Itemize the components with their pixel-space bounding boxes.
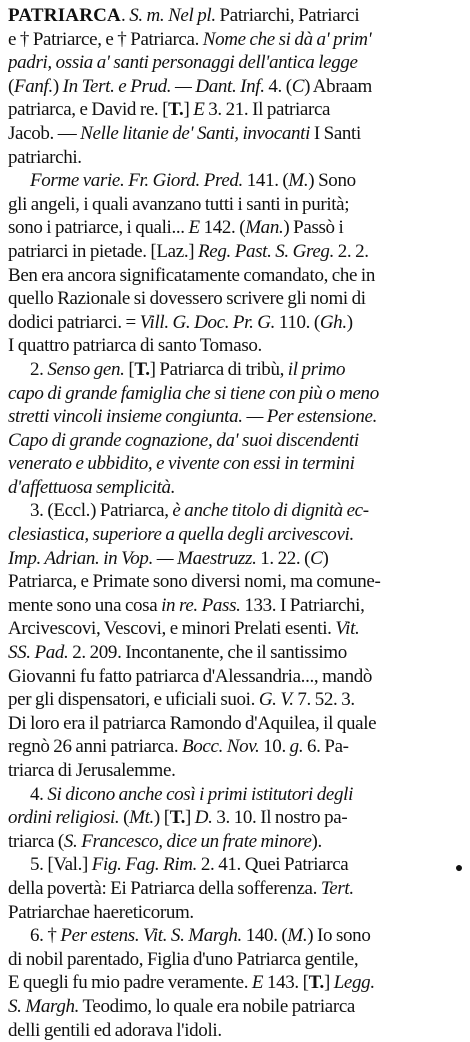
entry-line [8,806,464,830]
text-segment: di nobil parentado, Figlia d'uno Patriarca gentile, [8,948,359,970]
entry-line [8,28,464,52]
italic-text: g. [289,736,304,758]
text-segment: 2. [30,358,48,380]
italic-text: capo di grande famiglia che si tiene con più o meno [8,382,379,404]
entry-line [8,735,464,759]
text-segment: Jacob. — [8,122,81,144]
text-segment: 6. Pa- [303,736,349,758]
text-segment: ] [185,807,195,829]
entry-line [8,264,464,288]
text-segment: triarca di Jerusalemme. [8,760,176,781]
text-segment: ) Io sono [307,925,371,947]
entry-line [8,216,464,240]
text-segment: gli angeli, i quali avanzano tutti i santi in purità; [8,193,350,215]
entry-line [8,901,464,925]
entry-line [8,358,464,382]
italic-text: S. Francesco, dice un frate minore [63,830,312,852]
bold-text: T. [169,807,186,829]
text-segment: 3. 21. Il patriarca [204,99,331,121]
text-segment: Patriarchi, Patriarci [215,5,360,26]
italic-text: Nome che si dà a' prim' [202,28,372,50]
italic-text: Gh. [319,311,347,333]
italic-text: Legg. [333,972,375,994]
italic-text: Mt. [129,807,154,829]
bullet-mark: ● [454,861,463,876]
text-segment: Patriarchae haereticorum. [8,901,194,923]
text-segment: 110. ( [275,311,320,333]
text-segment: 141. ( [242,170,289,192]
text-segment: E quegli fu mio padre veramente. [8,972,252,994]
text-segment: dodici patriarci. = [8,311,140,333]
text-segment: 3. 10. Il nostro pa- [212,807,348,829]
text-segment: Di loro era il patriarca Ramondo d'Aquilea, il quale [8,712,377,734]
entry-line [8,547,464,571]
text-segment: . [120,5,130,26]
entry-line [8,617,464,641]
entry-line [8,783,464,807]
italic-text: stretti vincoli insieme congiunta. — Per estensione. [8,406,378,428]
text-segment: della povertà: Ei Patriarca della sofferenza. [8,877,321,899]
dictionary-entry-patriarca [8,4,464,1042]
text-segment: 140. ( [241,925,288,947]
text-segment: ) [ [153,807,170,829]
text-segment: ) [346,311,353,333]
italic-text: d'affettuosa semplicità. [8,476,176,498]
italic-text: E [251,972,264,994]
italic-text: Forme varie. Fr. Giord. Pred. [30,170,243,192]
italic-text: G. V. [258,689,294,711]
headword: PATRIARCA [8,5,121,26]
entry-line [8,452,464,476]
italic-text: in re. Pass. [161,594,241,616]
text-segment: ] [183,99,194,121]
text-segment: sono i patriarce, i quali... [8,217,189,239]
italic-text: Man. [245,217,284,239]
entry-line [8,688,464,712]
text-segment: 133. I Patriarchi, [240,594,365,616]
entry-line [8,476,464,500]
italic-text: S. m. Nel pl. [129,5,216,26]
entry-line [8,877,464,901]
entry-line [8,240,464,264]
italic-text: In Tert. e Prud. — Dant. Inf. [62,75,265,97]
entry-line [8,594,464,618]
text-segment: Teodimo, lo quale era nobile patriarca [79,995,356,1017]
text-segment: 7. 52. 3. [293,689,355,711]
italic-text: E [193,99,205,121]
entry-line [8,665,464,689]
text-segment: 2. 2. [333,240,369,262]
italic-text: padri, ossia a' santi personaggi dell'antica legge [8,52,358,74]
italic-text: Vit. [335,618,360,640]
bold-text: T. [168,99,184,121]
entry-line [8,146,464,170]
entry-line [8,169,464,193]
text-segment: ). [311,830,322,852]
bold-text: T. [308,972,324,994]
text-segment: I quattro patriarca di santo Tomaso. [8,335,262,357]
entry-line [8,853,464,877]
text-segment: Ben era ancora significatamente comandato, che in [8,264,375,286]
italic-text: Nelle litanie de' Santi, invocanti [80,122,311,144]
entry-line [8,311,464,335]
text-segment: e † Patriarce, e † Patriarca. [8,28,203,50]
entry-line [8,4,464,28]
italic-text: venerato e ubbidito, e vivente con essi in termini [8,453,355,475]
text-segment: ) [322,547,329,569]
text-segment: ) Abraam [304,75,372,97]
text-segment: 4. [30,783,48,805]
text-segment: regnò 26 anni patriarca. [8,736,183,758]
italic-text: ordini religiosi. [8,807,120,829]
italic-text: Fig. Fag. Rim. [91,854,198,876]
entry-line [8,75,464,99]
entry-line [8,995,464,1019]
italic-text: Si dicono anche così i primi istitutori degli [47,783,354,805]
entry-line [8,523,464,547]
text-segment: 6. † [30,925,61,947]
italic-text: Vill. G. Doc. Pr. G. [139,311,276,333]
italic-text: E [188,217,200,239]
entry-line [8,429,464,453]
text-segment: patriarchi. [8,146,82,168]
entry-line [8,759,464,783]
text-segment: ) Passò i [283,217,344,239]
italic-text: S. Margh. [8,995,80,1017]
text-segment: delli gentili ed adorava l'idoli. [8,1019,222,1041]
entry-line [8,570,464,594]
text-segment: 2. 41. Quei Patriarca [197,854,349,876]
italic-text: C [291,75,305,97]
bold-text: T. [134,358,150,380]
italic-text: Senso gen. [47,358,125,380]
entry-line [8,122,464,146]
text-segment: mente sono una cosa [8,594,162,616]
italic-text: è anche titolo di dignità ec- [172,500,369,522]
text-segment: per gli dispensatori, e uficiali suoi. [8,689,259,711]
text-segment: ) [52,75,63,97]
text-segment: quello Razionale si dovessero scrivere gli nomi di [8,288,366,310]
entry-line [8,948,464,972]
entry-line [8,712,464,736]
text-segment: ] [323,972,334,994]
entry-line [8,830,464,854]
text-segment: 4. ( [264,75,292,97]
italic-text: il primo [287,358,346,380]
text-segment: patriarca, e David re. [ [8,99,169,121]
italic-text: D. [194,807,213,829]
italic-text: Fanf. [13,75,53,97]
italic-text: Bocc. Nov. [182,736,260,758]
entry-line [8,287,464,311]
text-segment: 5. [Val.] [30,854,92,876]
text-segment: 2. 209. Incontanente, che il santissimo [68,642,347,664]
italic-text: M. [288,170,309,192]
italic-text: Capo di grande cognazione, da' suoi discendenti [8,429,359,451]
text-segment: I Santi [310,122,361,144]
text-segment: triarca ( [8,830,64,852]
italic-text: Imp. Adrian. in Vop. — Maestruzz. [8,547,257,569]
entry-line [8,382,464,406]
entry-line [8,98,464,122]
text-segment: ( [8,75,14,97]
italic-text: Reg. Past. S. Greg. [198,240,334,262]
text-segment: Giovanni fu fatto patriarca d'Alessandria..., mandò [8,665,373,687]
text-segment: Patriarca, e Primate sono diversi nomi, ma comune- [8,571,381,593]
entry-line [8,924,464,948]
entry-line [8,405,464,429]
text-segment: ) Sono [308,170,356,192]
italic-text: Tert. [320,877,354,899]
text-segment: 143. [ [263,972,309,994]
text-segment: ] Patriarca di tribù, [149,358,288,380]
text-segment: 142. ( [199,217,246,239]
entry-line [8,641,464,665]
italic-text: clesiastica, superiore a quella degli arcivescovi. [8,524,354,546]
entry-line [8,971,464,995]
entry-line [8,499,464,523]
entry-line [8,1019,464,1042]
italic-text: SS. Pad. [8,642,69,664]
text-segment: ( [119,807,130,829]
text-segment: Arcivescovi, Vescovi, e minori Prelati esenti. [8,618,336,640]
text-segment: 3. (Eccl.) Patriarca, [30,500,173,522]
entry-line [8,51,464,75]
italic-text: Per estens. Vit. S. Margh. [60,925,242,947]
entry-line [8,193,464,217]
text-segment: [ [124,358,135,380]
text-segment: patriarci in pietade. [Laz.] [8,240,199,262]
entry-line [8,334,464,358]
text-segment: 10. [259,736,290,758]
text-segment: 1. 22. ( [256,547,311,569]
italic-text: M. [287,925,308,947]
italic-text: C [310,547,323,569]
